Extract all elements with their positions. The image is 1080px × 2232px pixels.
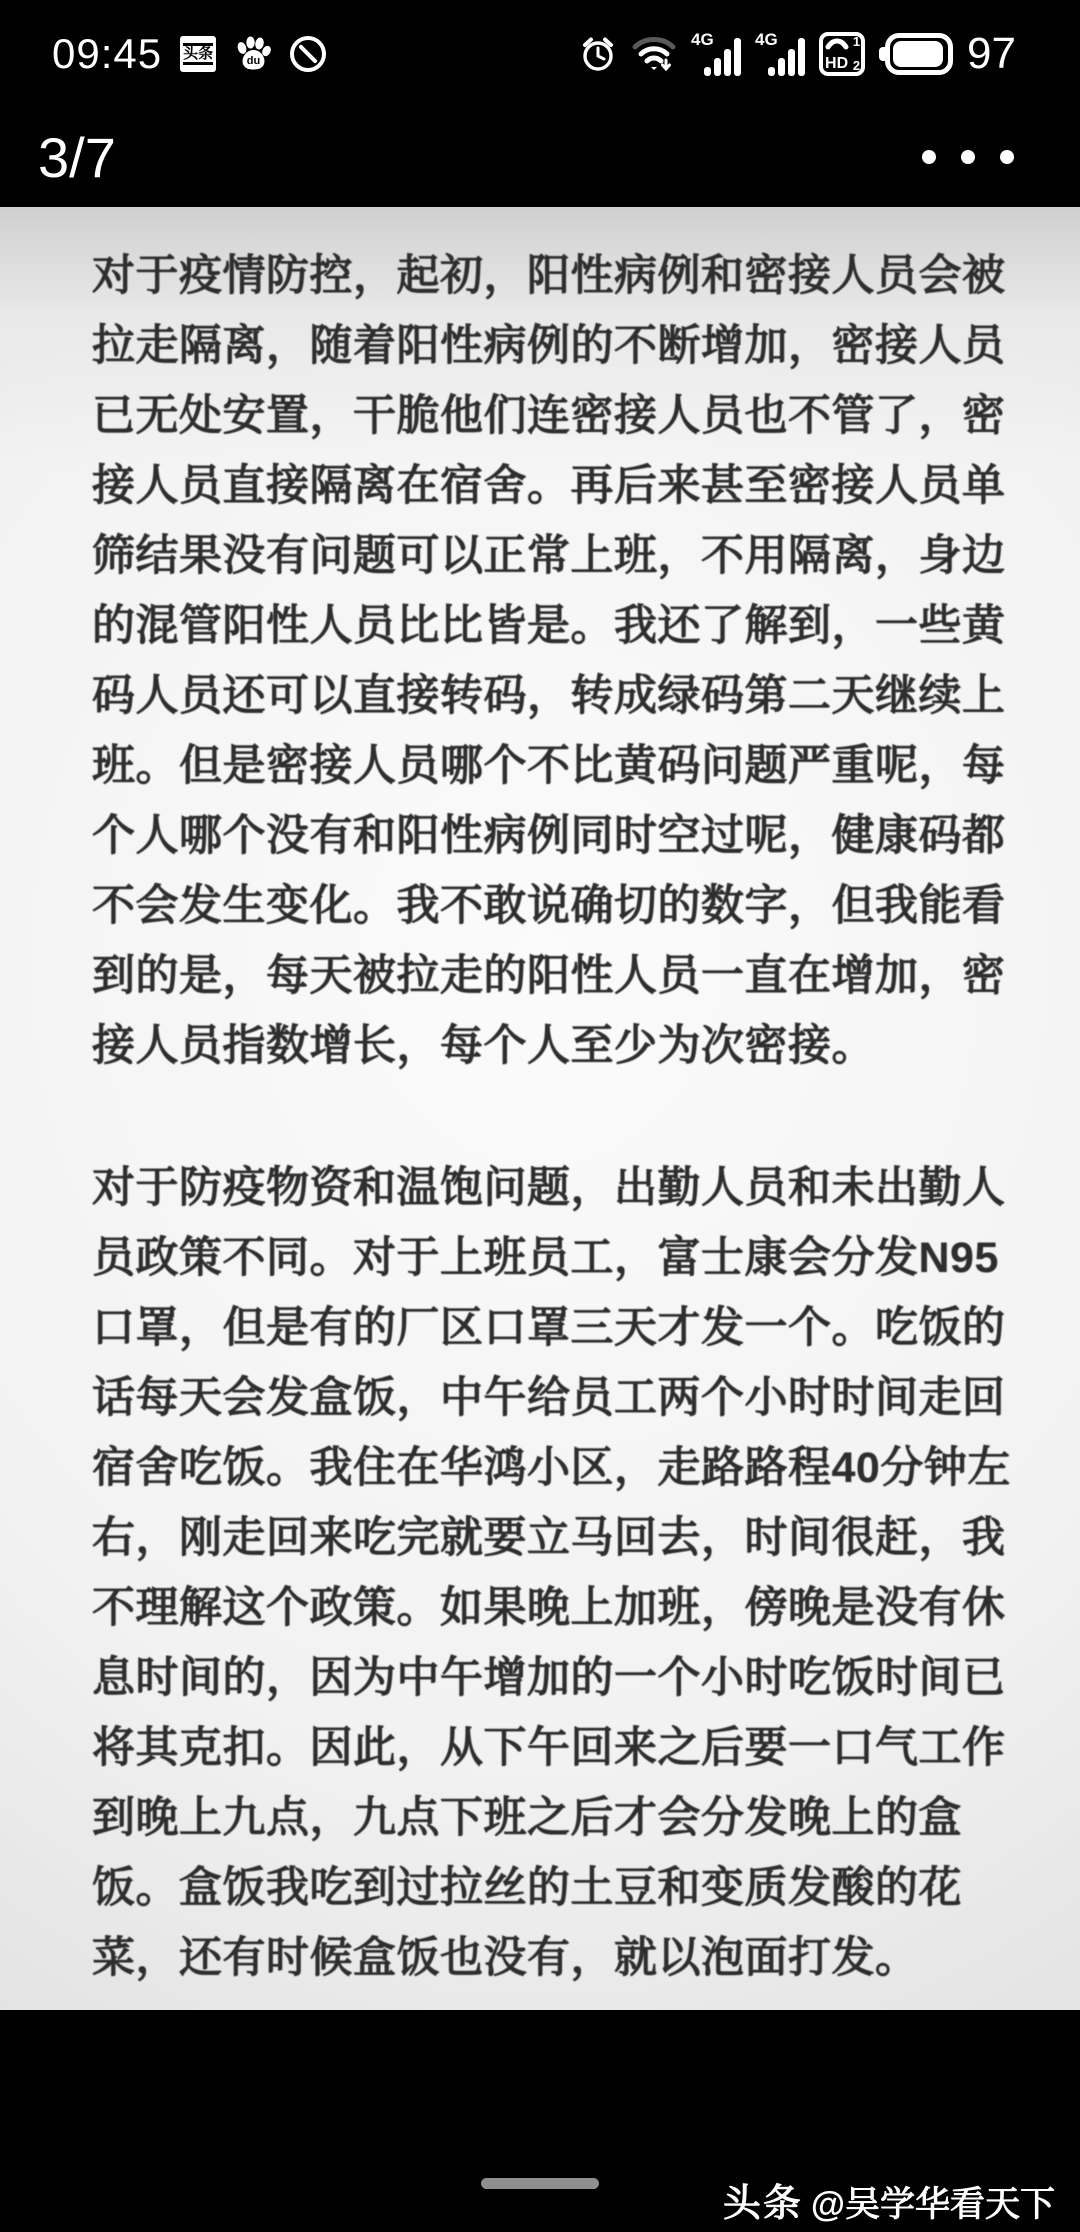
text-line: 不会发生变化。我不敢说确切的数字，但我能看 xyxy=(92,882,1006,930)
text-line: 拉走隔离，随着阳性病例的不断增加，密接人员 xyxy=(92,322,1006,370)
article xyxy=(92,241,1080,1993)
text-line: 菜，还有时候盒饭也没有，就以泡面打发。 xyxy=(92,1934,919,1982)
baidu-paw-icon xyxy=(234,35,272,73)
do-not-disturb-icon xyxy=(290,36,326,72)
text-line: 对于疫情防控，起初，阳性病例和密接人员会被 xyxy=(92,252,1006,300)
image-viewer-header xyxy=(0,107,1080,207)
clock-time: 09:45 xyxy=(52,29,163,77)
gesture-navigation-handle[interactable] xyxy=(481,2178,599,2189)
alarm-clock-icon xyxy=(579,35,617,73)
text-line: 员政策不同。对于上班员工，富士康会分发N95 xyxy=(92,1234,999,1282)
battery-icon xyxy=(879,33,953,75)
signal-sim2-icon: 4G xyxy=(755,32,805,76)
text-line: 筛结果没有问题可以正常上班，不用隔离，身边 xyxy=(92,532,1006,580)
text-line: 话每天会发盒饭，中午给员工两个小时时间走回 xyxy=(92,1374,1006,1422)
paragraph xyxy=(92,1153,1080,1993)
watermark-handle: @吴学华看天下 xyxy=(810,2185,1055,2224)
text-line: 码人员还可以直接转码，转成绿码第二天继续上 xyxy=(92,672,1006,720)
text-line: 宿舍吃饭。我住在华鸿小区，走路路程40分钟左 xyxy=(92,1444,1011,1492)
wifi-icon xyxy=(631,34,677,74)
paragraph xyxy=(92,241,1080,1081)
text-line: 班。但是密接人员哪个不比黄码问题严重呢，每 xyxy=(92,742,1006,790)
text-line: 接人员指数增长，每个人至少为次密接。 xyxy=(92,1022,875,1070)
text-line: 口罩，但是有的厂区口罩三天才发一个。吃饭的 xyxy=(92,1304,1006,1352)
text-line: 到的是，每天被拉走的阳性人员一直在增加，密 xyxy=(92,952,1006,1000)
text-line: 已无处安置，干脆他们连密接人员也不管了，密 xyxy=(92,392,1006,440)
watermark xyxy=(723,2172,1055,2227)
text-line: 对于防疫物资和温饱问题，出勤人员和未出勤人 xyxy=(92,1164,1006,1212)
text-line: 的混管阳性人员比比皆是。我还了解到，一些黄 xyxy=(92,602,1006,650)
text-line: 右，刚走回来吃完就要立马回去，时间很赶，我 xyxy=(92,1514,1006,1562)
signal-sim1-icon: 4G xyxy=(691,32,741,76)
text-line: 接人员直接隔离在宿舍。再后来甚至密接人员单 xyxy=(92,462,1006,510)
text-line: 饭。盒饭我吃到过拉丝的土豆和变质发酸的花 xyxy=(92,1864,962,1912)
page-indicator: 3/7 xyxy=(38,125,116,189)
more-options-button[interactable] xyxy=(922,150,1014,164)
text-line: 个人哪个没有和阳性病例同时空过呢，健康码都 xyxy=(92,812,1006,860)
status-bar xyxy=(0,0,1080,107)
text-line: 到晚上九点，九点下班之后才会分发晚上的盒 xyxy=(92,1794,962,1842)
baidu-du-label: du xyxy=(246,54,261,67)
battery-percent: 97 xyxy=(967,28,1016,78)
image-view[interactable] xyxy=(0,207,1080,2010)
text-line: 息时间的，因为中午增加的一个小时吃饭时间已 xyxy=(92,1654,1006,1702)
toutiao-notification-icon: 头条 xyxy=(180,36,216,72)
text-line: 不理解这个政策。如果晚上加班，傍晚是没有休 xyxy=(92,1584,1006,1632)
watermark-brand: 头条 xyxy=(722,2183,803,2225)
bottom-bar xyxy=(0,2010,1080,2232)
volte-hd-icon: HD 1 2 xyxy=(819,32,865,76)
text-line: 将其克扣。因此，从下午回来之后要一口气工作 xyxy=(92,1724,1006,1772)
